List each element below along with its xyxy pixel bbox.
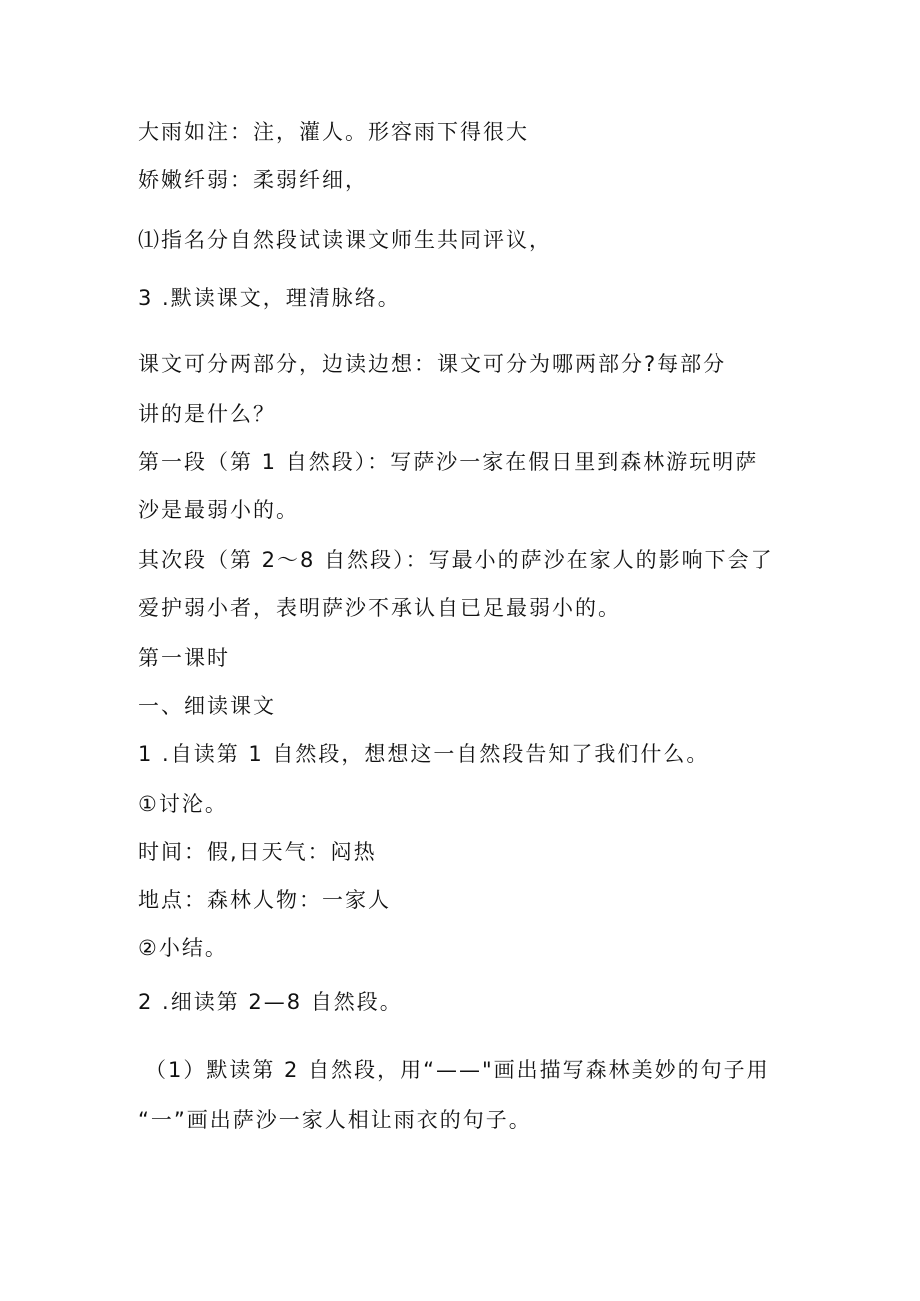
definition-heavy-rain: 大雨如注：注，灌人。形容雨下得很大	[138, 120, 529, 144]
paragraph-structure-question-cont: 讲的是什么？	[138, 402, 276, 426]
detail-place-people: 地点：森林人物：一家人	[138, 888, 391, 912]
part-heading-detailed-reading: 一、细读课文	[138, 694, 276, 718]
step-silent-read-heading: 3 .默读课文，理清脉络。	[138, 286, 401, 310]
section-two-summary: 其次段（第 2～8 自然段）：写最小的萨沙在家人的影响下会了	[138, 548, 774, 572]
sub-item-summary: ②小结。	[138, 936, 228, 960]
sub-item-discuss: ①讨沦。	[138, 792, 228, 816]
lesson-heading: 第一课时	[138, 646, 230, 670]
task-mark-sentences: （1）默读第 2 自然段，用“——"画出描写森林美妙的句子用	[145, 1058, 770, 1082]
task-mark-sentences-cont: “一”画出萨沙一家人相让雨衣的句子。	[138, 1108, 532, 1132]
section-one-summary-cont: 沙是最弱小的。	[138, 498, 299, 522]
detail-time-weather: 时间：假,日天气：闷热	[138, 840, 377, 864]
step-read-paragraph-one: 1 .自读第 1 自然段，想想这一自然段告知了我们什么。	[138, 742, 710, 766]
section-two-summary-cont: 爱护弱小者，表明萨沙不承认自已足最弱小的。	[138, 596, 621, 620]
definition-delicate: 娇嫩纤弱：柔弱纤细，	[138, 168, 368, 192]
step-read-aloud: ⑴指名分自然段试读课文师生共同评议，	[138, 228, 552, 252]
paragraph-structure-question: 课文可分两部分，边读边想：课文可分为哪两部分?每部分	[138, 352, 727, 376]
section-one-summary: 第一段（第 1 自然段）：写萨沙一家在假日里到森林游玩明萨	[138, 450, 759, 474]
step-read-paragraphs-two-to-eight: 2 .细读第 2—8 自然段。	[138, 990, 403, 1014]
